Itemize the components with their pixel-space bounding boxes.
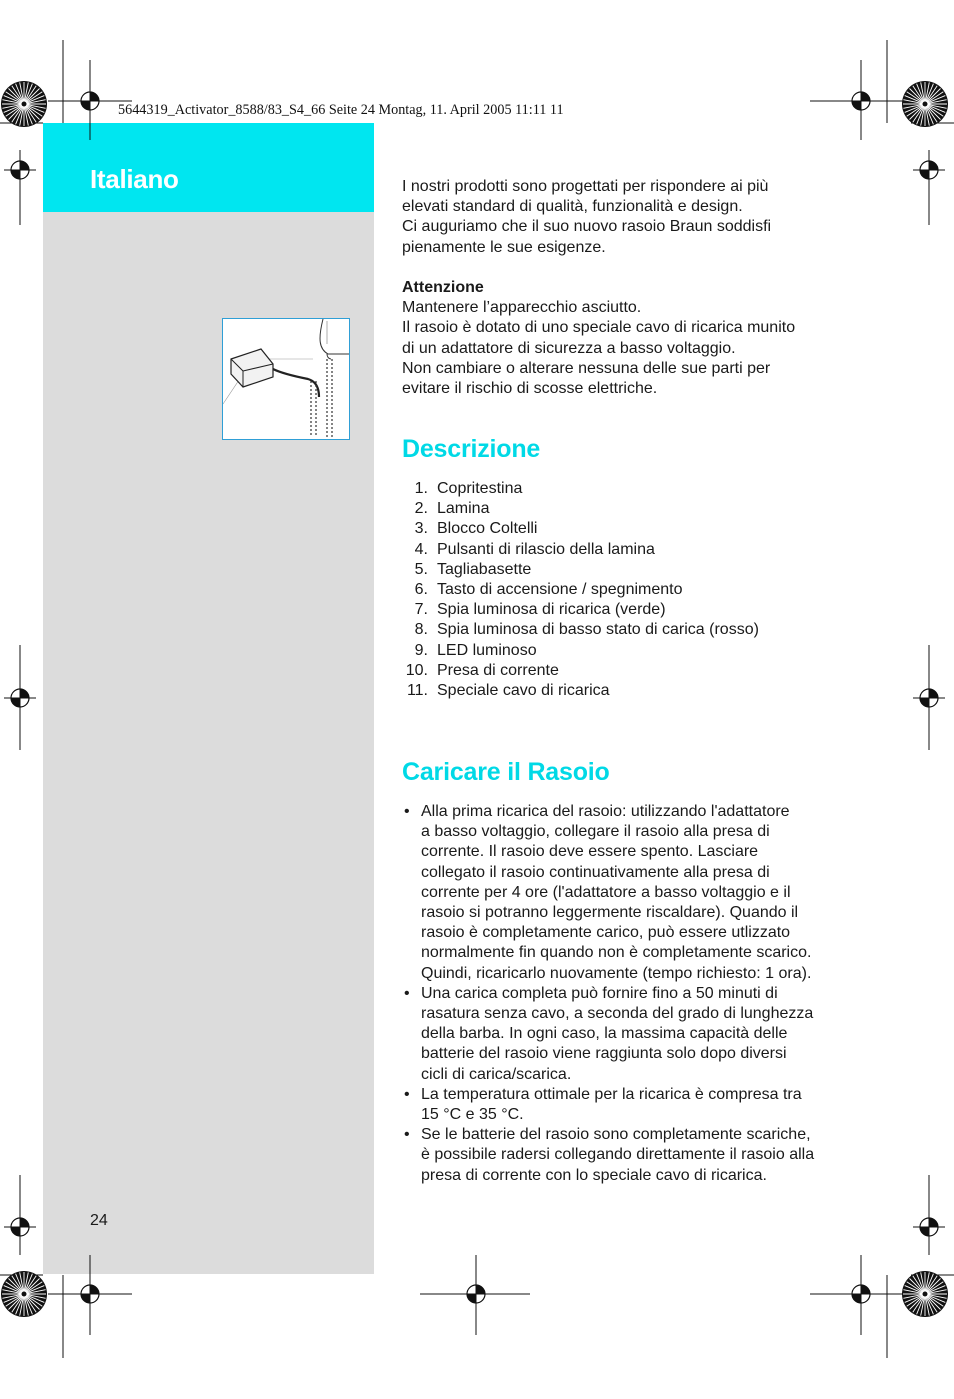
intro-line: pienamente le sue esigenze. — [402, 238, 606, 256]
item-number: 10. — [405, 661, 428, 679]
intro-line: I nostri prodotti sono progettati per rispondere ai più — [402, 178, 769, 195]
bullet-line: corrente. Il rasoio deve essere spento. Lasciare — [421, 843, 759, 861]
item-label: Pulsanti di rilascio della lamina — [437, 540, 655, 558]
bullet-line: normalmente fin quando non è completamente scarico. — [421, 944, 812, 962]
bullet-line: rasatura senza cavo, a seconda del grado di lunghezza — [421, 1005, 814, 1023]
bullet-line: a basso voltaggio, collegare il rasoio alla presa di — [421, 823, 770, 841]
intro-line: elevati standard di qualità, funzionalità e design. — [402, 198, 743, 216]
item-label: Presa di corrente — [437, 661, 559, 679]
item-label: LED luminoso — [437, 641, 537, 659]
bullet-icon: • — [404, 1126, 410, 1144]
item-number: 5. — [414, 560, 428, 578]
bullet-line: La temperatura ottimale per la ricarica è compresa tra — [421, 1085, 802, 1103]
bullet-line: collegato il rasoio continuativamente alla presa di — [421, 863, 770, 881]
bullet-line: è possibile radersi collegando direttamente il rasoio alla — [421, 1146, 815, 1164]
bullet-line: batterie del rasoio viene raggiunta solo dopo diversi — [421, 1045, 787, 1063]
print-header: 5644319_Activator_8588/83_S4_66 Seite 24 Montag, 11. April 2005 11:11 11 — [118, 102, 564, 118]
bullet-line: Una carica completa può fornire fino a 50 minuti di — [421, 984, 778, 1002]
item-number: 1. — [414, 480, 428, 497]
item-label: Tagliabasette — [437, 560, 532, 578]
warning-line: Mantenere l’apparecchio asciutto. — [402, 299, 642, 317]
item-label: Lamina — [437, 500, 490, 518]
item-number: 7. — [414, 601, 428, 619]
item-number: 6. — [414, 581, 428, 599]
item-number: 8. — [414, 621, 428, 639]
crop-lines — [0, 40, 954, 1358]
item-label: Spia luminosa di basso stato di carica (rosso) — [437, 621, 759, 639]
bullet-line: Alla prima ricarica del rasoio: utilizzando l'adattatore — [421, 803, 790, 820]
bullet-line: rasoio è completamente carico, può essere utlizzato — [421, 924, 791, 942]
item-number: 4. — [414, 540, 428, 558]
intro-line: Ci auguriamo che il suo nuovo rasoio Braun soddisfi — [402, 218, 772, 236]
bullet-line: rasoio si potranno leggermente riscaldare). Quando il — [421, 904, 799, 922]
item-label: Spia luminosa di ricarica (verde) — [437, 601, 666, 619]
bullet-line: 15 °C e 35 °C. — [421, 1106, 524, 1124]
item-number: 9. — [414, 641, 428, 659]
warning-line: di un adattatore di sicurezza a basso voltaggio. — [402, 339, 736, 357]
description-title: Descrizione — [402, 435, 541, 463]
bullet-line: corrente per 4 ore (l'adattatore a basso voltaggio e il — [421, 883, 791, 901]
bullet-icon: • — [404, 1085, 410, 1103]
warning-line: Non cambiare o alterare nessuna delle sue parti per — [402, 359, 771, 377]
language-title: Italiano — [90, 164, 179, 194]
bullet-line: presa di corrente con lo speciale cavo di ricarica. — [421, 1166, 767, 1184]
warning-line: Il rasoio è dotato di uno speciale cavo di ricarica munito — [402, 319, 796, 337]
item-label: Copritestina — [437, 480, 523, 497]
bullet-line: Quindi, ricaricarlo nuovamente (tempo richiesto: 1 ora). — [421, 964, 812, 982]
bullet-line: della barba. In ogni caso, la massima capacità delle — [421, 1025, 788, 1043]
page-number: 24 — [90, 1212, 108, 1229]
item-label: Tasto di accensione / spegnimento — [437, 581, 683, 599]
item-label: Speciale cavo di ricarica — [437, 682, 610, 700]
bullet-line: Se le batterie del rasoio sono completamente scariche, — [421, 1126, 811, 1144]
item-number: 2. — [414, 500, 428, 518]
item-number: 11. — [406, 682, 428, 700]
warning-line: evitare il rischio di scosse elettriche. — [402, 380, 658, 398]
warning-heading: Attenzione — [402, 279, 484, 296]
bullet-icon: • — [404, 984, 410, 1002]
item-label: Blocco Coltelli — [437, 520, 538, 538]
item-number: 3. — [414, 520, 428, 538]
charging-title: Caricare il Rasoio — [402, 758, 610, 786]
bullet-line: cicli di carica/scarica. — [421, 1065, 572, 1083]
bullet-icon: • — [404, 803, 410, 820]
